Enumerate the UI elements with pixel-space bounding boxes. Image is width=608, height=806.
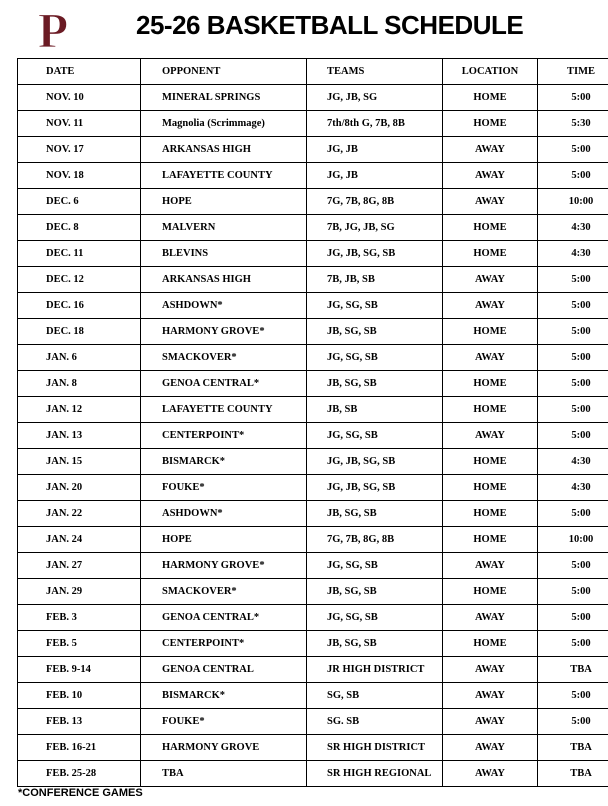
table-row [18, 761, 608, 787]
cell-date: FEB. 5 [18, 631, 141, 657]
cell-time: TBA [538, 657, 608, 683]
table-row [18, 267, 608, 293]
cell-teams: JB, SG, SB [307, 631, 443, 657]
cell-date: NOV. 17 [18, 137, 141, 163]
cell-time: 5:00 [538, 553, 608, 579]
schedule-body [18, 85, 608, 787]
cell-location: AWAY [443, 423, 538, 449]
table-row [18, 163, 608, 189]
cell-location: AWAY [443, 683, 538, 709]
cell-date: NOV. 18 [18, 163, 141, 189]
cell-opponent: BISMARCK* [141, 683, 307, 709]
cell-teams: JG, SG, SB [307, 423, 443, 449]
cell-location: HOME [443, 631, 538, 657]
cell-location: AWAY [443, 735, 538, 761]
cell-teams: JG, JB, SG, SB [307, 241, 443, 267]
cell-date: JAN. 27 [18, 553, 141, 579]
cell-time: 5:00 [538, 709, 608, 735]
cell-teams: 7th/8th G, 7B, 8B [307, 111, 443, 137]
cell-time: 4:30 [538, 241, 608, 267]
cell-time: 5:00 [538, 501, 608, 527]
cell-time: 5:00 [538, 397, 608, 423]
cell-location: HOME [443, 215, 538, 241]
cell-opponent: CENTERPOINT* [141, 631, 307, 657]
cell-opponent: Magnolia (Scrimmage) [141, 111, 307, 137]
cell-time: 5:00 [538, 319, 608, 345]
cell-opponent: LAFAYETTE COUNTY [141, 163, 307, 189]
cell-teams: 7G, 7B, 8G, 8B [307, 527, 443, 553]
cell-opponent: ASHDOWN* [141, 293, 307, 319]
cell-teams: JB, SG, SB [307, 371, 443, 397]
cell-date: DEC. 11 [18, 241, 141, 267]
cell-teams: JG, JB [307, 137, 443, 163]
cell-location: HOME [443, 449, 538, 475]
cell-date: FEB. 3 [18, 605, 141, 631]
cell-time: TBA [538, 735, 608, 761]
table-row [18, 553, 608, 579]
cell-location: HOME [443, 371, 538, 397]
cell-teams: JR HIGH DISTRICT [307, 657, 443, 683]
cell-teams: JG, SG, SB [307, 293, 443, 319]
table-row [18, 241, 608, 267]
table-row [18, 371, 608, 397]
cell-date: DEC. 6 [18, 189, 141, 215]
cell-opponent: BISMARCK* [141, 449, 307, 475]
cell-time: 5:00 [538, 345, 608, 371]
table-row [18, 111, 608, 137]
cell-location: HOME [443, 527, 538, 553]
page-title: 25-26 BASKETBALL SCHEDULE [136, 10, 524, 40]
table-header-row [18, 59, 608, 85]
cell-teams: JB, SG, SB [307, 501, 443, 527]
table-row [18, 501, 608, 527]
table-row [18, 657, 608, 683]
cell-time: 5:00 [538, 605, 608, 631]
cell-date: JAN. 20 [18, 475, 141, 501]
cell-opponent: CENTERPOINT* [141, 423, 307, 449]
column-header-teams: TEAMS [307, 59, 443, 85]
cell-date: JAN. 8 [18, 371, 141, 397]
cell-date: FEB. 16-21 [18, 735, 141, 761]
cell-location: AWAY [443, 267, 538, 293]
table-row [18, 683, 608, 709]
table-row [18, 605, 608, 631]
footnote: *CONFERENCE GAMES [18, 787, 143, 799]
cell-teams: 7B, JB, SB [307, 267, 443, 293]
cell-teams: JG, JB, SG [307, 85, 443, 111]
cell-teams: JG, SG, SB [307, 345, 443, 371]
table-row [18, 735, 608, 761]
column-header-time: TIME [538, 59, 608, 85]
cell-date: JAN. 24 [18, 527, 141, 553]
cell-teams: SR HIGH DISTRICT [307, 735, 443, 761]
cell-time: 5:00 [538, 579, 608, 605]
logo-letter: P [37, 6, 69, 52]
cell-teams: JB, SB [307, 397, 443, 423]
table-row [18, 423, 608, 449]
cell-date: DEC. 12 [18, 267, 141, 293]
table-row [18, 293, 608, 319]
cell-time: 5:00 [538, 631, 608, 657]
cell-time: 4:30 [538, 449, 608, 475]
cell-date: FEB. 13 [18, 709, 141, 735]
cell-location: AWAY [443, 709, 538, 735]
cell-time: 5:00 [538, 293, 608, 319]
cell-location: AWAY [443, 657, 538, 683]
cell-time: 10:00 [538, 189, 608, 215]
table-row [18, 579, 608, 605]
table-row [18, 631, 608, 657]
cell-teams: 7G, 7B, 8G, 8B [307, 189, 443, 215]
cell-opponent: SMACKOVER* [141, 345, 307, 371]
cell-teams: JG, SG, SB [307, 605, 443, 631]
cell-opponent: GENOA CENTRAL [141, 657, 307, 683]
cell-opponent: MALVERN [141, 215, 307, 241]
cell-location: AWAY [443, 553, 538, 579]
column-header-opponent: OPPONENT [141, 59, 307, 85]
cell-teams: JG, SG, SB [307, 553, 443, 579]
cell-time: 5:00 [538, 267, 608, 293]
table-row [18, 189, 608, 215]
column-header-location: LOCATION [443, 59, 538, 85]
cell-location: AWAY [443, 761, 538, 787]
cell-date: JAN. 15 [18, 449, 141, 475]
cell-opponent: ARKANSAS HIGH [141, 137, 307, 163]
cell-teams: SR HIGH REGIONAL [307, 761, 443, 787]
cell-date: JAN. 22 [18, 501, 141, 527]
cell-location: AWAY [443, 189, 538, 215]
cell-teams: SG. SB [307, 709, 443, 735]
table-row [18, 215, 608, 241]
cell-date: DEC. 18 [18, 319, 141, 345]
cell-opponent: BLEVINS [141, 241, 307, 267]
cell-date: DEC. 16 [18, 293, 141, 319]
cell-location: HOME [443, 85, 538, 111]
cell-date: JAN. 6 [18, 345, 141, 371]
cell-time: TBA [538, 761, 608, 787]
cell-teams: JB, SG, SB [307, 579, 443, 605]
cell-date: NOV. 11 [18, 111, 141, 137]
cell-opponent: ARKANSAS HIGH [141, 267, 307, 293]
cell-opponent: HARMONY GROVE [141, 735, 307, 761]
table-row [18, 345, 608, 371]
cell-location: AWAY [443, 137, 538, 163]
school-logo [17, 6, 89, 52]
cell-date: NOV. 10 [18, 85, 141, 111]
cell-location: HOME [443, 111, 538, 137]
cell-date: FEB. 10 [18, 683, 141, 709]
cell-opponent: MINERAL SPRINGS [141, 85, 307, 111]
table-row [18, 449, 608, 475]
cell-location: HOME [443, 475, 538, 501]
cell-time: 4:30 [538, 215, 608, 241]
cell-time: 4:30 [538, 475, 608, 501]
cell-location: HOME [443, 319, 538, 345]
cell-location: AWAY [443, 293, 538, 319]
table-row [18, 137, 608, 163]
cell-time: 5:00 [538, 683, 608, 709]
cell-opponent: GENOA CENTRAL* [141, 605, 307, 631]
cell-time: 10:00 [538, 527, 608, 553]
cell-opponent: TBA [141, 761, 307, 787]
cell-teams: SG, SB [307, 683, 443, 709]
cell-time: 5:00 [538, 163, 608, 189]
table-row [18, 85, 608, 111]
cell-opponent: HARMONY GROVE* [141, 319, 307, 345]
cell-teams: 7B, JG, JB, SG [307, 215, 443, 241]
cell-teams: JG, JB, SG, SB [307, 449, 443, 475]
cell-date: JAN. 12 [18, 397, 141, 423]
cell-date: JAN. 29 [18, 579, 141, 605]
cell-opponent: HOPE [141, 527, 307, 553]
table-row [18, 475, 608, 501]
cell-location: AWAY [443, 345, 538, 371]
cell-opponent: GENOA CENTRAL* [141, 371, 307, 397]
cell-time: 5:00 [538, 371, 608, 397]
cell-date: JAN. 13 [18, 423, 141, 449]
table-row [18, 397, 608, 423]
cell-opponent: HOPE [141, 189, 307, 215]
cell-time: 5:30 [538, 111, 608, 137]
cell-teams: JG, JB [307, 163, 443, 189]
cell-opponent: FOUKE* [141, 709, 307, 735]
table-row [18, 319, 608, 345]
column-header-date: DATE [18, 59, 141, 85]
cell-location: HOME [443, 397, 538, 423]
cell-time: 5:00 [538, 85, 608, 111]
cell-location: HOME [443, 579, 538, 605]
cell-opponent: ASHDOWN* [141, 501, 307, 527]
cell-teams: JB, SG, SB [307, 319, 443, 345]
cell-teams: JG, JB, SG, SB [307, 475, 443, 501]
cell-date: FEB. 9-14 [18, 657, 141, 683]
cell-time: 5:00 [538, 137, 608, 163]
cell-opponent: HARMONY GROVE* [141, 553, 307, 579]
cell-date: FEB. 25-28 [18, 761, 141, 787]
cell-date: DEC. 8 [18, 215, 141, 241]
cell-location: HOME [443, 241, 538, 267]
cell-opponent: SMACKOVER* [141, 579, 307, 605]
cell-location: AWAY [443, 605, 538, 631]
cell-opponent: LAFAYETTE COUNTY [141, 397, 307, 423]
table-row [18, 527, 608, 553]
schedule-table [17, 58, 608, 787]
cell-location: HOME [443, 501, 538, 527]
cell-opponent: FOUKE* [141, 475, 307, 501]
cell-time: 5:00 [538, 423, 608, 449]
table-row [18, 709, 608, 735]
cell-location: AWAY [443, 163, 538, 189]
